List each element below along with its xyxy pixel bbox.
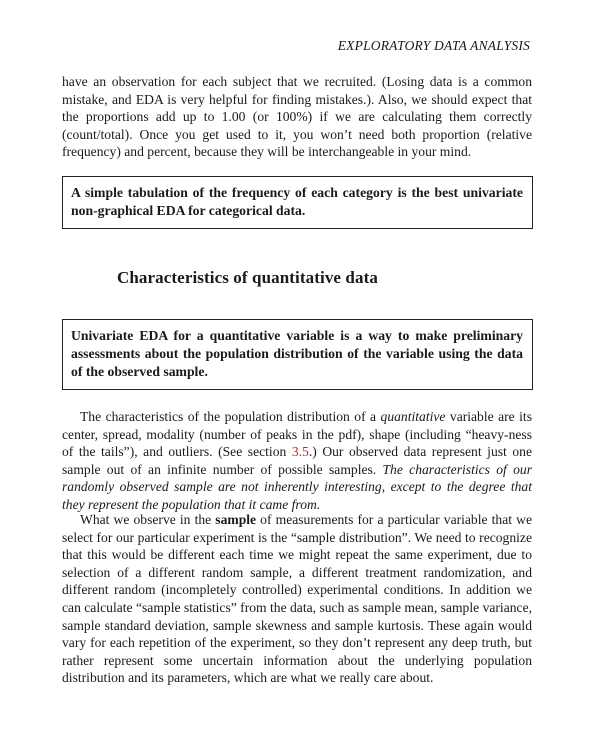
section-heading: Characteristics of quantitative data: [117, 268, 378, 287]
paragraph-sample: [62, 511, 532, 687]
paragraph-text: variable are its center, spread, modality (number of peaks in the pdf), shape (including “heavy-ness of the tails”), and outliers. (See section: [62, 409, 532, 460]
paragraph-text: .) Our observed data represent just one sample out of an infinite number of possible samples.: [62, 444, 532, 477]
summary-box-quantitative: Univariate EDA for a quantitative variable is a way to make preliminary assessments about the population distribution of the variable using the data of the observed sample.: [62, 319, 533, 390]
paragraph-characteristics: [62, 408, 532, 514]
paragraph-text: of measurements for a particular variable that we select for our particular experiment is the “sample distribution”. We need to recognize that this would be different each time we might repeat the same experiment, due to selection of a different random sample, a different treatment randomization, and different random (incompletely controlled) experimental conditions. In addition we can calculate “sample statistics” from the data, such as sample mean, sample variance, sample standard deviation, sample skewness and sample kurtosis. These again would vary for each repetition of the experiment, so they don’t represent any deep truth, but rather represent some uncertain information about the underlying population distribution and its parameters, which are what we really care about.: [62, 512, 532, 686]
bold-term-sample: sample: [215, 512, 257, 527]
paragraph-text: What we observe in the: [80, 512, 216, 527]
emphasis-sentence: The characteristics of our randomly observed sample are not inherently interesting, except to the degree that they represent the population that it came from.: [62, 461, 532, 512]
emphasis-quantitative: quantitative: [380, 409, 446, 424]
summary-box-categorical: A simple tabulation of the frequency of each category is the best univariate non-graphical EDA for categorical data.: [62, 176, 533, 229]
paragraph-text: The characteristics of the population distribution of a: [80, 409, 381, 424]
paragraph-intro: have an observation for each subject that we recruited. (Losing data is a common mistake, and EDA is very helpful for finding mistakes.). Also, we should expect that the proportions add up to 1.00 (or 100%) if we are calculating them correctly (count/total). Once you get used to it, you won’t need both proportion (relative frequency) and percent, because they will be interchangeable in your mind.: [62, 74, 532, 160]
running-header: EXPLORATORY DATA ANALYSIS: [337, 38, 530, 53]
section-reference-link[interactable]: 3.5: [291, 444, 309, 460]
